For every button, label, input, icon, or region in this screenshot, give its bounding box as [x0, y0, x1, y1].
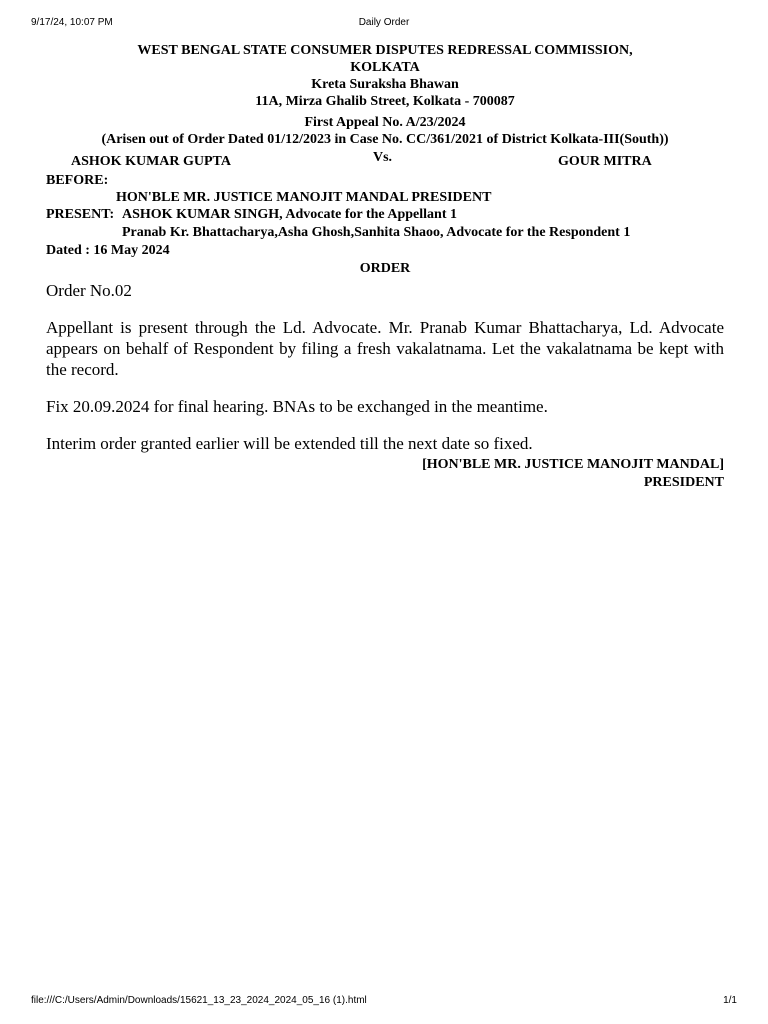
appellant-name: ASHOK KUMAR GUPTA	[71, 154, 231, 169]
print-footer	[31, 995, 737, 1009]
present-label: PRESENT:	[46, 207, 115, 222]
order-number: Order No.02	[46, 281, 132, 300]
versus-label: Vs.	[373, 150, 393, 165]
order-paragraph-1: Appellant is present through the Ld. Advocate. Mr. Pranab Kumar Bhattacharya, Ld. Advocate appears on behalf of Respondent by filing a fresh vakalatnama. Let the vakalatnama be kept with the record.	[46, 318, 724, 379]
order-heading: ORDER	[359, 261, 411, 276]
page-count: 1/1	[723, 995, 737, 1006]
commission-name-line1: WEST BENGAL STATE CONSUMER DISPUTES REDRESSAL COMMISSION,	[137, 43, 633, 58]
order-paragraph-3: Interim order granted earlier will be extended till the next date so fixed.	[46, 434, 533, 453]
file-path: file:///C:/Users/Admin/Downloads/15621_13_23_2024_2024_05_16 (1).html	[31, 995, 367, 1006]
building-name: Kreta Suraksha Bhawan	[311, 77, 459, 92]
present-respondent-advocates: Pranab Kr. Bhattacharya,Asha Ghosh,Sanhita Shaoo, Advocate for the Respondent 1	[122, 225, 631, 240]
appeal-number: First Appeal No. A/23/2024	[304, 115, 466, 130]
order-date: Dated : 16 May 2024	[46, 243, 170, 258]
print-title: Daily Order	[358, 17, 410, 28]
commission-name-line2: KOLKATA	[350, 60, 420, 75]
commission-address: 11A, Mirza Ghalib Street, Kolkata - 700087	[255, 94, 515, 109]
judge-name: HON'BLE MR. JUSTICE MANOJIT MANDAL PRESIDENT	[116, 190, 492, 205]
respondent-name: GOUR MITRA	[558, 154, 652, 169]
print-datetime: 9/17/24, 10:07 PM	[31, 17, 113, 28]
daily-order-document	[46, 42, 724, 492]
parties-row	[46, 148, 724, 170]
signature-title: PRESIDENT	[643, 475, 724, 490]
before-label: BEFORE:	[46, 173, 109, 188]
present-appellant-row	[46, 206, 724, 224]
print-header	[31, 17, 737, 31]
signature-name: [HON'BLE MR. JUSTICE MANOJIT MANDAL]	[422, 457, 724, 472]
arisen-from: (Arisen out of Order Dated 01/12/2023 in Case No. CC/361/2021 of District Kolkata-III(South))	[101, 132, 669, 147]
order-paragraph-2: Fix 20.09.2024 for final hearing. BNAs to be exchanged in the meantime.	[46, 397, 548, 416]
present-appellant-advocate: ASHOK KUMAR SINGH, Advocate for the Appellant 1	[122, 207, 457, 222]
